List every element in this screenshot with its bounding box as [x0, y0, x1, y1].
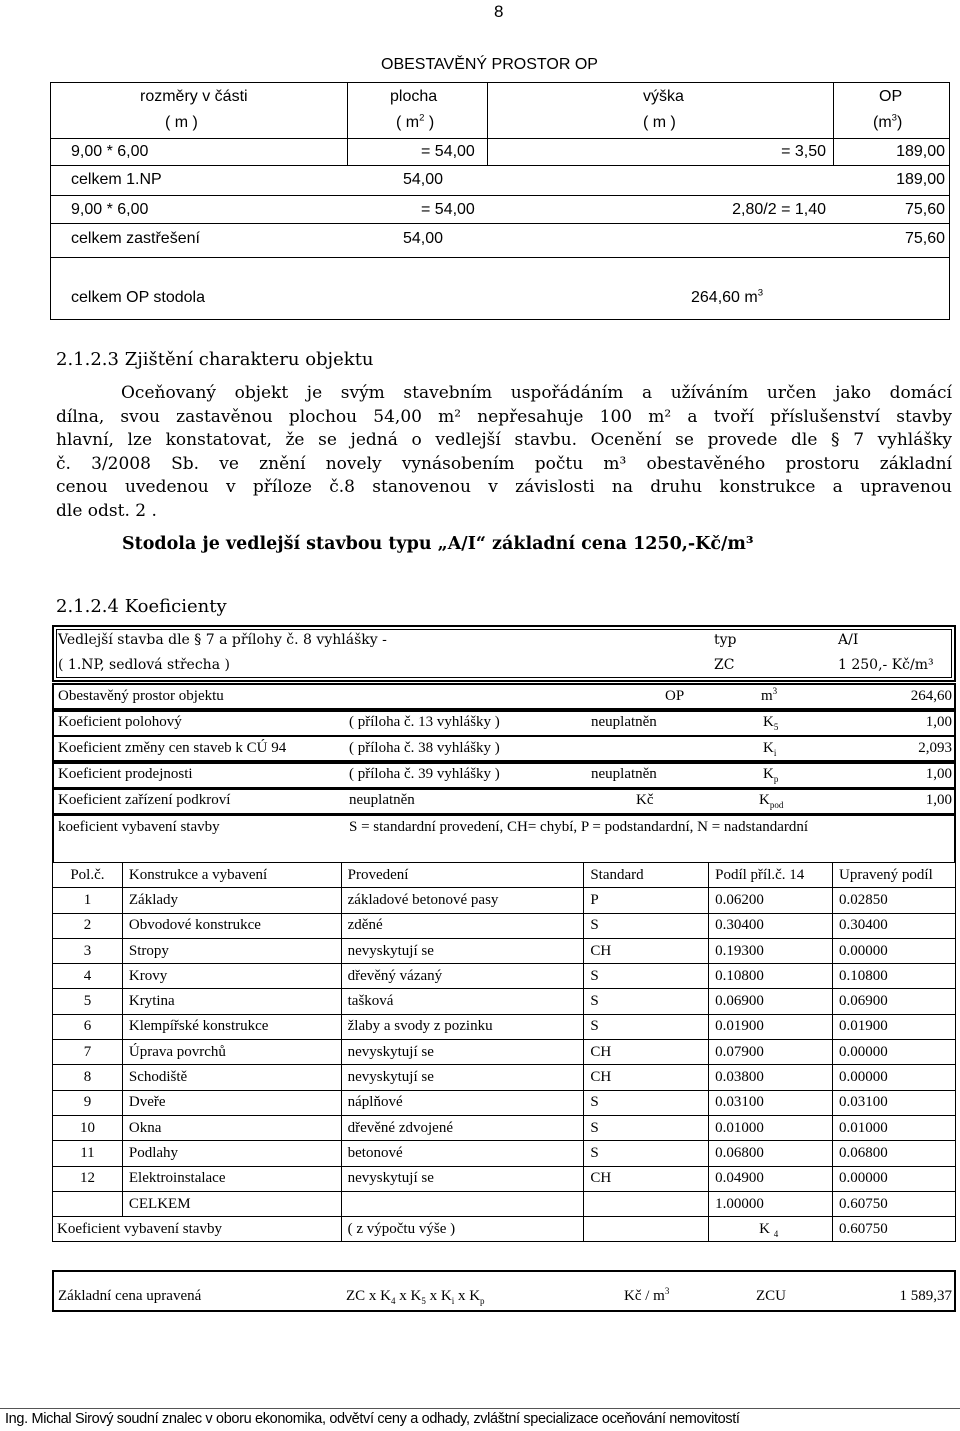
table-cell: nevyskytují se [341, 1065, 584, 1090]
table-row [53, 913, 956, 938]
zc-value: 1 250,- Kč/m³ [838, 657, 934, 673]
column-header: Upravený podíl [833, 863, 956, 888]
op-row-dim: celkem 1.NP [71, 171, 162, 188]
op-row-label: Obestavěný prostor objektu [58, 688, 224, 704]
column-header: Konstrukce a vybavení [122, 863, 341, 888]
table-cell: S [584, 913, 709, 938]
table-cell: Klempířské konstrukce [122, 1014, 341, 1039]
total-adjusted: 0.60750 [833, 1191, 956, 1216]
op-total-label: celkem OP stodola [71, 289, 205, 306]
table-cell: CH [584, 938, 709, 963]
table-cell: 0.00000 [833, 1065, 956, 1090]
coef-label: Koeficient zařízení podkroví [58, 792, 231, 808]
table-cell: S [584, 1090, 709, 1115]
op-total-value: 264,60 $m^3$ [691, 287, 764, 306]
table-cell: betonové [341, 1141, 584, 1166]
table-cell: Okna [122, 1115, 341, 1140]
table-cell: Krytina [122, 989, 341, 1014]
op-row-op: OP [665, 688, 685, 704]
coef-symbol: $K_5$ [763, 714, 779, 732]
section-213-bold-line: Stodola je vedlejší stavbou typu „A/I“ základní cena 1250,-Kč/m³ [122, 534, 754, 554]
table-cell: 0.06800 [833, 1141, 956, 1166]
table-cell: tašková [341, 989, 584, 1014]
total-share: 1.00000 [709, 1191, 833, 1216]
table-row [53, 938, 956, 963]
table-cell: základové betonové pasy [341, 888, 584, 913]
coef-symbol: $K_p$ [763, 766, 779, 784]
table-cell: CH [584, 1065, 709, 1090]
table-cell: P [584, 888, 709, 913]
table-row [53, 1115, 956, 1140]
table-cell: 0.03800 [709, 1065, 833, 1090]
op-row-dim: celkem zastřešení [71, 230, 200, 247]
table-row [53, 1090, 956, 1115]
table-cell: náplňové [341, 1090, 584, 1115]
table-cell: 0.30400 [709, 913, 833, 938]
coef-status: Kč [636, 792, 654, 808]
table-cell: 0.06200 [709, 888, 833, 913]
table-cell: 0.01000 [709, 1115, 833, 1140]
table-cell: 4 [53, 964, 123, 989]
table-cell: Schodiště [122, 1065, 341, 1090]
table-cell: S [584, 1115, 709, 1140]
coef-ref: ( příloha č. 13 vyhlášky ) [349, 714, 500, 730]
equipment-coef-ref: ( z výpočtu výše ) [341, 1217, 584, 1242]
page-number: 8 [494, 2, 504, 21]
table-cell: CH [584, 1040, 709, 1065]
table-cell: zděné [341, 913, 584, 938]
base-price-value: 1 589,37 [899, 1288, 952, 1304]
table-cell: 12 [53, 1166, 123, 1191]
equipment-legend: S = standardní provedení, CH= chybí, P = podstandardní, N = nadstandardní [349, 819, 809, 835]
column-header: Provedení [341, 863, 584, 888]
table-cell: dřevěné zdvojené [341, 1115, 584, 1140]
table-row [53, 989, 956, 1014]
table-cell: Elektroinstalace [122, 1166, 341, 1191]
zc-label: ZC [714, 657, 735, 673]
table-header-row [53, 863, 956, 888]
header-op: OP [879, 88, 903, 105]
table-cell: S [584, 964, 709, 989]
total-label: CELKEM [122, 1191, 341, 1216]
typ-label: typ [714, 632, 737, 648]
table-row [53, 1040, 956, 1065]
table-cell: 0.00000 [833, 1040, 956, 1065]
table-row [53, 888, 956, 913]
table-row [53, 1014, 956, 1039]
construction-table [52, 862, 956, 1242]
op-row-unit: $m^3$ [761, 686, 778, 704]
table-row [53, 1065, 956, 1090]
table-equipment-row [53, 1217, 956, 1242]
table-cell: 0.01900 [833, 1014, 956, 1039]
table-cell: S [584, 989, 709, 1014]
table-row [53, 1141, 956, 1166]
op-row-op: 75,60 [904, 201, 945, 218]
table-cell: 1 [53, 888, 123, 913]
coef-symbol: $K_i$ [763, 740, 777, 758]
building-type-line2: ( 1.NP, sedlová střecha ) [58, 657, 230, 673]
footer-text: Ing. Michal Sirový soudní znalec v oboru ekonomika, odvětví ceny a odhady, zvláštní specializace oceňování nemovitostí [5, 1411, 740, 1427]
coef-value: 1,00 [925, 766, 952, 782]
table-cell: 0.06900 [833, 989, 956, 1014]
coef-status: neuplatněn [591, 714, 657, 730]
table-row [53, 964, 956, 989]
section-213-paragraph [56, 382, 952, 523]
equipment-coef-value: 0.60750 [833, 1217, 956, 1242]
table-cell: 0.04900 [709, 1166, 833, 1191]
op-row-value: 264,60 [910, 688, 952, 704]
header-dimensions-unit: ( m ) [165, 114, 198, 131]
table-cell: S [584, 1014, 709, 1039]
op-row-op: 75,60 [904, 230, 945, 247]
section-214-heading: 2.1.2.4 Koeficienty [56, 596, 227, 617]
table-row [53, 1166, 956, 1191]
table-cell: Obvodové konstrukce [122, 913, 341, 938]
op-section-title: OBESTAVĚNÝ PROSTOR OP [381, 56, 598, 73]
coef-symbol: $K_{pod}$ [759, 792, 784, 810]
table-cell: 6 [53, 1014, 123, 1039]
table-total-row [53, 1191, 956, 1216]
table-cell: 5 [53, 989, 123, 1014]
header-height-unit: ( m ) [643, 114, 676, 131]
coef-value: 1,00 [925, 792, 952, 808]
table-cell: Krovy [122, 964, 341, 989]
table-cell: 11 [53, 1141, 123, 1166]
table-cell: 7 [53, 1040, 123, 1065]
table-cell: 0.19300 [709, 938, 833, 963]
op-row-height: = 3,50 [781, 143, 826, 160]
base-price-formula: ZC x $K_4$ x $K_5$ x $K_i$ x $K_p$ [346, 1288, 485, 1306]
table-cell: 0.01000 [833, 1115, 956, 1140]
header-area: plocha [390, 88, 438, 105]
table-cell: nevyskytují se [341, 938, 584, 963]
coef-label: Koeficient změny cen staveb k CÚ 94 [58, 740, 287, 756]
table-cell: Stropy [122, 938, 341, 963]
table-cell: 0.10800 [833, 964, 956, 989]
section-213-heading: 2.1.2.3 Zjištění charakteru objektu [56, 349, 374, 370]
op-row-area: 54,00 [403, 171, 444, 188]
table-cell: nevyskytují se [341, 1040, 584, 1065]
table-cell: 0.06800 [709, 1141, 833, 1166]
building-type-line1: Vedlejší stavba dle § 7 a přílohy č. 8 vyhlášky - [58, 632, 387, 648]
header-height: výška [643, 88, 684, 105]
op-row-area: 54,00 [403, 230, 444, 247]
coef-value: 1,00 [925, 714, 952, 730]
header-op-unit: $(m^3)$ [873, 112, 903, 131]
coef-status: neuplatněn [591, 766, 657, 782]
table-cell: Úprava povrchů [122, 1040, 341, 1065]
table-cell: 0.00000 [833, 938, 956, 963]
paragraph-line: dílna, svou zastavěnou plochou 54,00 m² nepřesahuje 100 m² a tvoří příslušenství stavby [56, 406, 952, 427]
table-cell: 0.07900 [709, 1040, 833, 1065]
op-row-op: 189,00 [896, 143, 945, 160]
coef-row-box [52, 710, 956, 737]
op-row-area: = 54,00 [421, 201, 475, 218]
table-cell: 0.00000 [833, 1166, 956, 1191]
table-cell: Dveře [122, 1090, 341, 1115]
table-cell: Podlahy [122, 1141, 341, 1166]
paragraph-line: Oceňovaný objekt je svým stavebním uspořádáním a užíváním určen jako domácí [121, 383, 952, 403]
header-area-unit: ( $m^2$ ) [396, 112, 435, 131]
equipment-coef-symbol: K $_4$ [709, 1217, 833, 1242]
table-cell: 9 [53, 1090, 123, 1115]
paragraph-line: cenou uvedenou v příloze č.8 stanovenou v závislosti na druhu konstrukce a upravenou [56, 477, 952, 497]
coef-value: 2,093 [918, 740, 952, 756]
op-row-height: 2,80/2 = 1,40 [732, 201, 826, 218]
table-cell: 0.03100 [833, 1090, 956, 1115]
op-row-op: 189,00 [896, 171, 945, 188]
table-cell: žlaby a svody z pozinku [341, 1014, 584, 1039]
coef-label: Koeficient prodejnosti [58, 766, 193, 782]
op-row-area: = 54,00 [421, 143, 475, 160]
column-header: Standard [584, 863, 709, 888]
paragraph-line: dle odst. 2 . [56, 500, 157, 521]
table-cell: 10 [53, 1115, 123, 1140]
table-cell: 0.01900 [709, 1014, 833, 1039]
equipment-label: koeficient vybavení stavby [58, 819, 220, 835]
table-cell: 0.03100 [709, 1090, 833, 1115]
column-header: Pol.č. [53, 863, 123, 888]
table-cell: dřevěný vázaný [341, 964, 584, 989]
base-price-unit: Kč / $m^3$ [624, 1286, 670, 1304]
typ-value: A/I [838, 632, 859, 648]
header-dimensions: rozměry v části [140, 88, 248, 105]
column-header: Podíl příl.č. 14 [709, 863, 833, 888]
base-price-label: Základní cena upravená [58, 1288, 202, 1304]
table-cell: nevyskytují se [341, 1166, 584, 1191]
op-row-dim: 9,00 * 6,00 [71, 143, 149, 160]
zcu-label: ZCU [756, 1288, 786, 1304]
table-cell: 2 [53, 913, 123, 938]
table-cell: 0.06900 [709, 989, 833, 1014]
op-row-dim: 9,00 * 6,00 [71, 201, 149, 218]
coef-ref: neuplatněn [349, 792, 415, 808]
table-cell: 8 [53, 1065, 123, 1090]
coef-ref: ( příloha č. 38 vyhlášky ) [349, 740, 500, 756]
table-cell: S [584, 1141, 709, 1166]
table-cell: 0.10800 [709, 964, 833, 989]
table-cell: 3 [53, 938, 123, 963]
table-cell: 0.02850 [833, 888, 956, 913]
coef-ref: ( příloha č. 39 vyhlášky ) [349, 766, 500, 782]
paragraph-line: hlavní, lze konstatovat, že se jedná o vedlejší stavbu. Ocenění se provede dle § 7 vyhlášky [56, 430, 952, 450]
coef-label: Koeficient polohový [58, 714, 182, 730]
paragraph-line: č. 3/2008 Sb. ve znění novely vynásobením počtu m³ obestavěného prostoru základní [56, 453, 952, 474]
equipment-coef-label: Koeficient vybavení stavby [53, 1217, 342, 1242]
table-cell: 0.30400 [833, 913, 956, 938]
table-cell: CH [584, 1166, 709, 1191]
table-cell: Základy [122, 888, 341, 913]
